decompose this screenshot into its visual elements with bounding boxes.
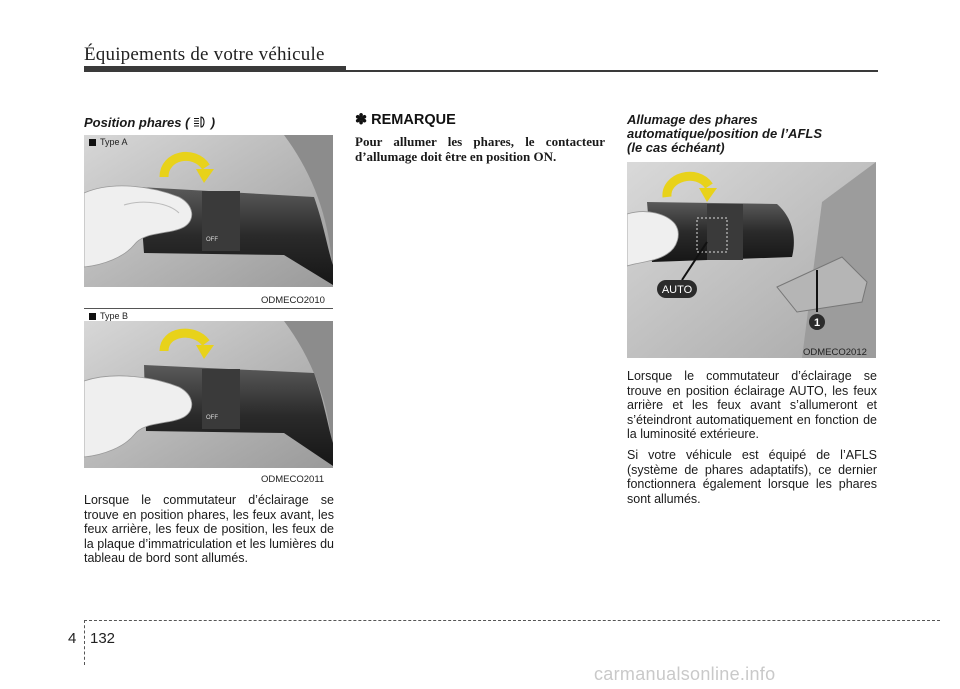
stalk-illustration-a xyxy=(84,135,333,287)
title-line-1: Allumage des phares xyxy=(627,112,758,127)
callout-number: 1 xyxy=(813,317,821,329)
right-paragraph-1: Lorsque le commutateur d’éclairage se trouve en position éclairage AUTO, les feux arrière et les feux avant s’allumeront et s’éteindront automatiquement en fonction de la luminosité extérieure. xyxy=(627,369,877,442)
right-paragraphs xyxy=(627,369,877,512)
remark-text: Pour allumer les phares, le contacteur d’allumage doit être en position ON. xyxy=(355,134,605,164)
figure-code-a: ODMECO2010 xyxy=(261,295,325,306)
figure-divider xyxy=(84,308,333,309)
section-title-text: Position phares ( xyxy=(84,115,190,130)
title-line-2: automatique/position de l’AFLS xyxy=(627,126,822,141)
figure-code-auto: ODMECO2012 xyxy=(803,347,867,358)
auto-stalk-illustration xyxy=(627,162,876,358)
header-rule xyxy=(346,70,878,72)
left-paragraph: Lorsque le commutateur d’éclairage se trouve en position phares, les feux avant, les feux arrière, les feux de position, les feux de la plaque d’immatriculation et les lumières du tableau de bord sont allumés. xyxy=(84,493,334,566)
stalk-off-label: OFF xyxy=(206,237,218,243)
type-b-text: Type B xyxy=(100,311,129,321)
stalk-illustration-b xyxy=(84,321,333,468)
page-header-title: Équipements de votre véhicule xyxy=(84,44,325,65)
type-a-text: Type A xyxy=(100,137,128,147)
title-line-3: (le cas échéant) xyxy=(627,140,725,155)
footer-divider xyxy=(84,620,85,665)
bullet-square-icon xyxy=(89,313,96,320)
auto-callout-label: AUTO xyxy=(661,284,693,296)
figure-auto xyxy=(627,162,876,358)
remark-title-text: REMARQUE xyxy=(371,112,456,128)
remark-block xyxy=(355,112,605,164)
figure-type-a xyxy=(84,135,333,287)
header-bar xyxy=(84,66,346,72)
asterisk-icon: ✽ xyxy=(355,112,368,128)
remark-title xyxy=(355,112,605,128)
page-number: 132 xyxy=(90,630,116,647)
section-title-position-phares xyxy=(84,116,334,130)
figure-code-b: ODMECO2011 xyxy=(261,474,325,485)
type-b-label xyxy=(89,311,128,321)
chapter-number: 4 xyxy=(68,630,77,647)
section-title-close: ) xyxy=(210,115,216,130)
stalk-off-label: OFF xyxy=(206,415,218,421)
bullet-square-icon xyxy=(89,139,96,146)
headlight-icon xyxy=(193,116,207,128)
section-title-allumage xyxy=(627,113,877,155)
footer-rule xyxy=(84,620,940,621)
type-a-label xyxy=(89,137,128,147)
right-paragraph-2: Si votre véhicule est équipé de l’AFLS (système de phares adaptatifs), ce dernier fonctionnera également lorsque les phares sont allumés. xyxy=(627,447,877,506)
figure-type-b xyxy=(84,321,333,468)
watermark: carmanualsonline.info xyxy=(594,664,776,684)
